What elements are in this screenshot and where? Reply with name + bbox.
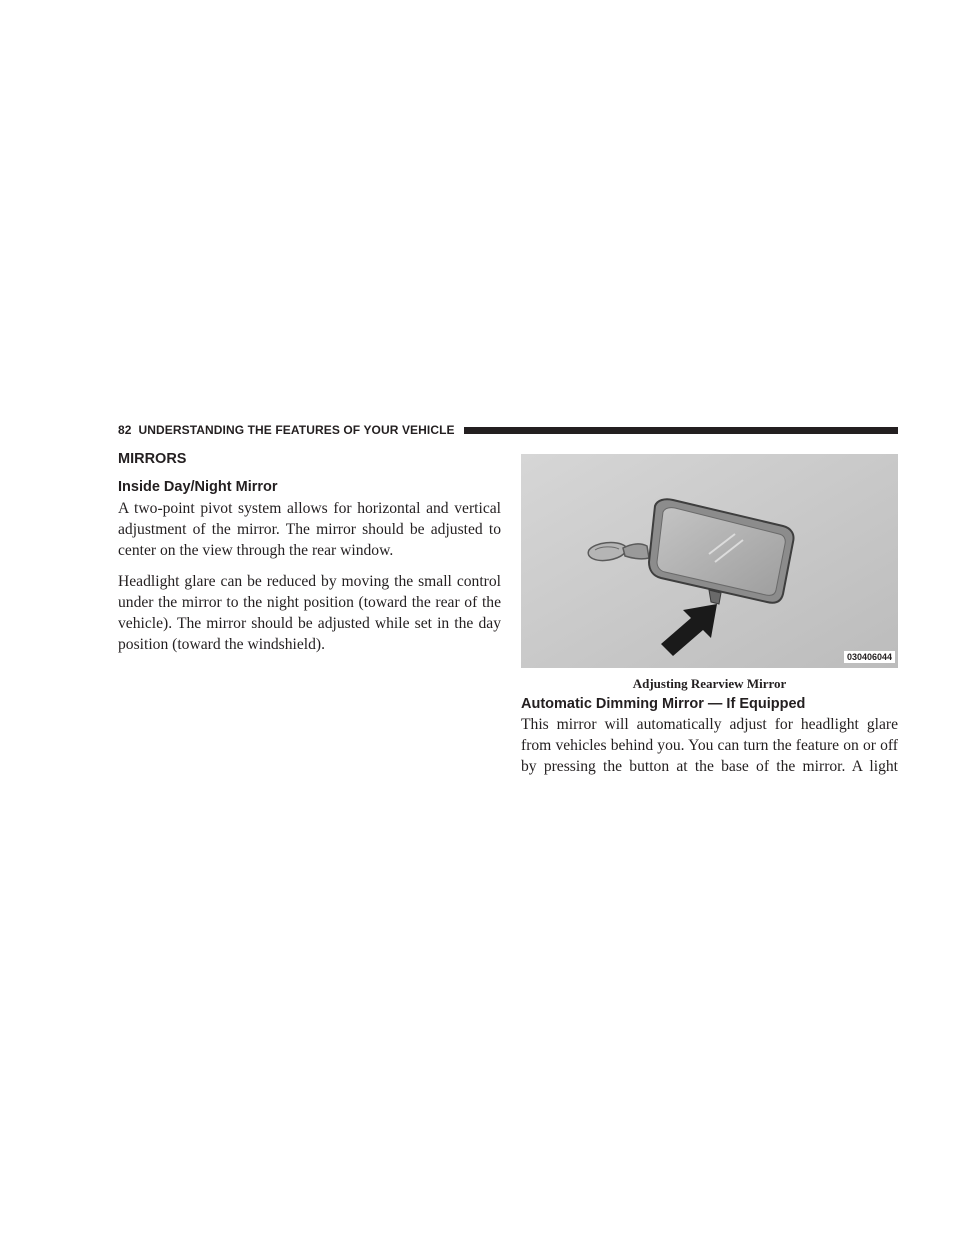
figure-caption: Adjusting Rearview Mirror	[632, 676, 787, 691]
left-column	[118, 448, 501, 665]
paragraph-auto-dimming: This mirror will automatically adjust for headlight glare from vehicles behind you. You can turn the feature on or off by pressing the button at the base of the mirror. A light	[521, 716, 898, 775]
header-text	[118, 423, 455, 437]
subsection-title-auto-dimming-mirror: Automatic Dimming Mirror — If Equipped	[521, 696, 806, 712]
rearview-mirror-figure	[521, 454, 898, 668]
paragraph-headlight-glare: Headlight glare can be reduced by moving the small control under the mirror to the night position (toward the rear of the vehicle). The mirror should be adjusted while set in the day position (toward the windshield).	[118, 573, 501, 653]
page-number: 82	[118, 423, 132, 437]
page-header	[118, 422, 898, 438]
figure-code: 030406044	[844, 651, 895, 663]
subsection-title-day-night-mirror: Inside Day/Night Mirror	[118, 479, 278, 495]
paragraph-pivot-system: A two-point pivot system allows for horizontal and vertical adjustment of the mirror. The mirror should be adjusted to center on the view through the rear window.	[118, 500, 501, 559]
day-night-tab-icon	[709, 590, 721, 604]
section-title: MIRRORS	[118, 451, 187, 467]
chapter-title: UNDERSTANDING THE FEATURES OF YOUR VEHICLE	[138, 423, 455, 437]
mirror-mount-icon	[588, 543, 649, 561]
rearview-mirror-illustration	[521, 454, 898, 668]
right-column	[521, 454, 898, 787]
header-rule	[464, 427, 898, 434]
